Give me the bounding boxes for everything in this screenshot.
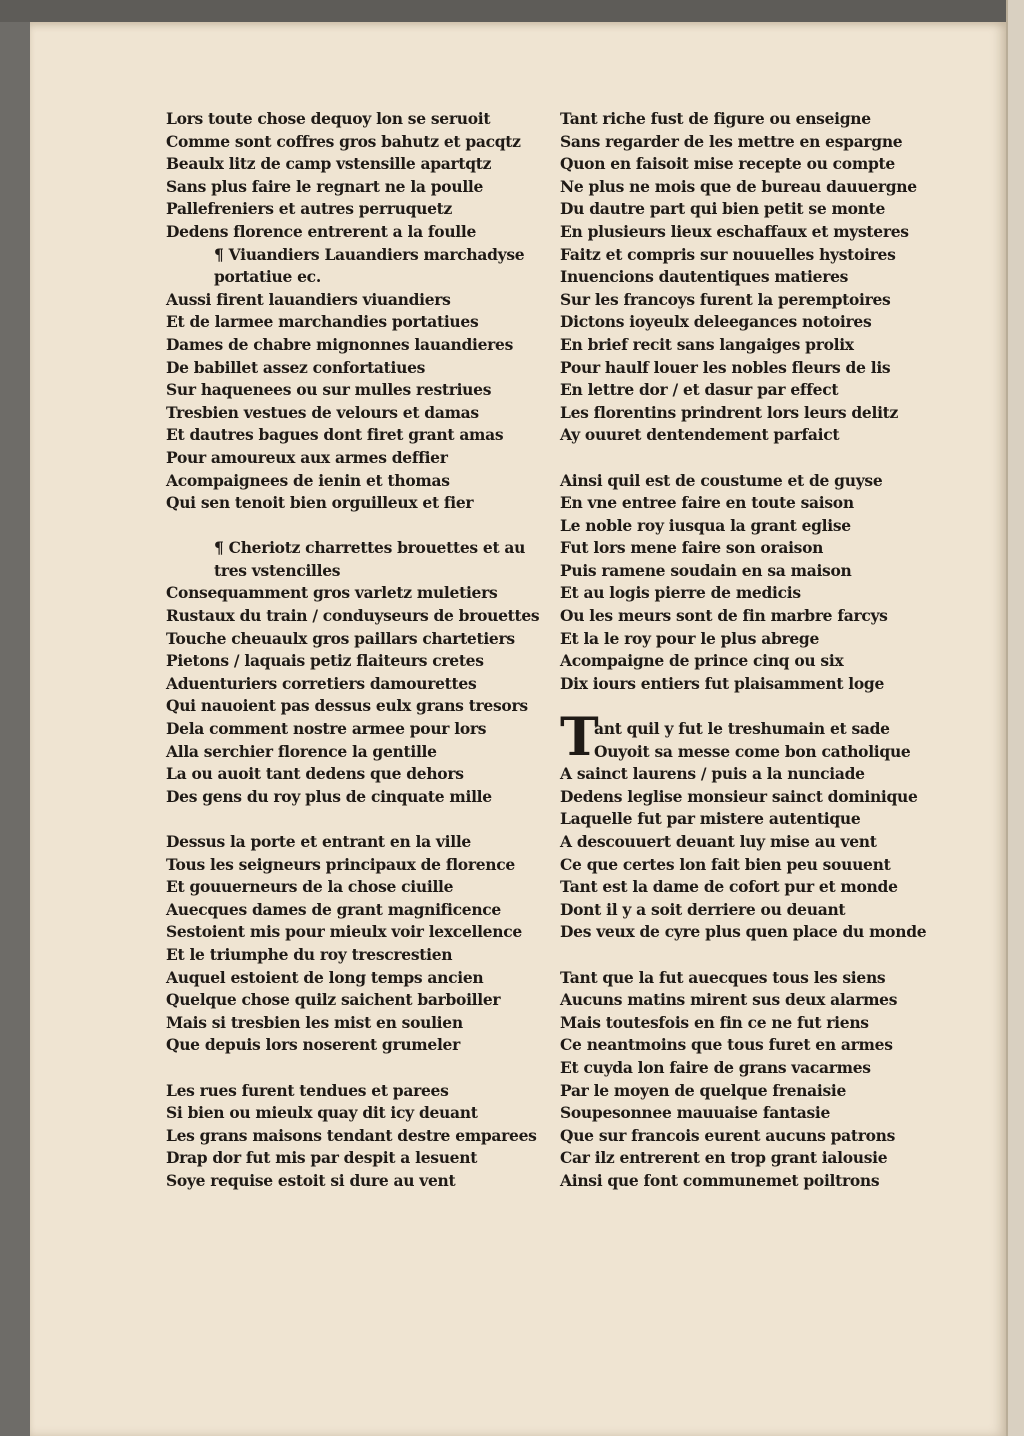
- text-line: Ce que certes lon fait bien peu souuent: [560, 854, 891, 874]
- text-line: Les grans maisons tendant destre emparees: [166, 1125, 537, 1145]
- text-line: Pietons / laquais petiz flaiteurs cretes: [166, 651, 484, 671]
- text-line: Inuencions dautentiques matieres: [560, 267, 849, 287]
- text-line: [560, 447, 960, 470]
- text-line: Dela comment nostre armee pour lors: [166, 719, 487, 739]
- text-line: En vne entree faire en toute saison: [560, 493, 854, 513]
- text-line: Ouyoit sa messe come bon catholique: [594, 741, 911, 761]
- text-line: Sans plus faire le regnart ne la poulle: [166, 176, 484, 196]
- text-line: Ne plus ne mois que de bureau dauuergne: [560, 176, 917, 196]
- text-line: ant quil y fut le treshumain et sade: [594, 719, 890, 739]
- text-line: [560, 695, 960, 718]
- text-line: Aduenturiers corretiers damourettes: [166, 673, 477, 693]
- text-line: Sans regarder de les mettre en espargne: [560, 131, 903, 151]
- text-line: Drap dor fut mis par despit a lesuent: [166, 1148, 478, 1168]
- text-line: Tous les seigneurs principaux de florence: [166, 854, 515, 874]
- text-line: La ou auoit tant dedens que dehors: [166, 764, 464, 784]
- text-line: Pallefreniers et autres perruquetz: [166, 199, 452, 219]
- text-line: Soye requise estoit si dure au vent: [166, 1170, 456, 1190]
- text-line: Ainsi quil est de coustume et de guyse: [560, 470, 883, 490]
- scan-background-top: [0, 0, 1024, 22]
- text-line: Puis ramene soudain en sa maison: [560, 560, 852, 580]
- text-line: Dedens leglise monsieur sainct dominique: [560, 786, 918, 806]
- text-line: Acompaignees de ienin et thomas: [166, 470, 450, 490]
- text-line: Lors toute chose dequoy lon se seruoit: [166, 109, 491, 128]
- text-line: Que depuis lors noserent grumeler: [166, 1035, 460, 1055]
- text-line: Laquelle fut par mistere autentique: [560, 809, 861, 829]
- text-line: En plusieurs lieux eschaffaux et mysteres: [560, 221, 909, 241]
- text-line: Que sur francois eurent aucuns patrons: [560, 1125, 896, 1145]
- text-line: Mais si tresbien les mist en soulien: [166, 1012, 463, 1032]
- text-line: Et au logis pierre de medicis: [560, 583, 801, 603]
- text-line: ¶ Cheriotz charrettes brouettes et au: [214, 538, 526, 558]
- text-line: Sestoient mis pour mieulx voir lexcellence: [166, 922, 522, 942]
- text-line: Sur les francoys furent la peremptoires: [560, 289, 891, 309]
- text-line: Et cuyda lon faire de grans vacarmes: [560, 1057, 871, 1077]
- text-line: Pour haulf louer les nobles fleurs de lis: [560, 357, 891, 377]
- text-line: Mais toutesfois en fin ce ne fut riens: [560, 1012, 869, 1032]
- text-line: Aucuns matins mirent sus deux alarmes: [560, 990, 898, 1010]
- text-line: Auecques dames de grant magnificence: [166, 899, 501, 919]
- text-line: En brief recit sans langaiges prolix: [560, 334, 854, 354]
- right-text-column: [560, 108, 960, 1193]
- text-line: Alla serchier florence la gentille: [166, 741, 437, 761]
- left-text-column: [166, 108, 566, 1193]
- text-line: Faitz et compris sur nouuelles hystoires: [560, 244, 896, 264]
- text-line: Tant riche fust de figure ou enseigne: [560, 109, 871, 128]
- text-line: Dont il y a soit derriere ou deuant: [560, 899, 846, 919]
- text-line: Du dautre part qui bien petit se monte: [560, 199, 886, 219]
- next-page-edge: [1006, 0, 1024, 1436]
- text-line: portatiue ec.: [214, 267, 321, 287]
- text-line: Et la le roy pour le plus abrege: [560, 628, 820, 648]
- text-line: Ay ouuret dentendement parfaict: [560, 425, 840, 445]
- text-line: [166, 1057, 566, 1080]
- text-line: En lettre dor / et dasur par effect: [560, 380, 839, 400]
- text-line: Acompaigne de prince cinq ou six: [560, 651, 844, 671]
- text-line: A descouuert deuant luy mise au vent: [560, 832, 877, 851]
- text-line: Beaulx litz de camp vstensille apartqtz: [166, 154, 492, 174]
- text-line: Aussi firent lauandiers viuandiers: [166, 289, 451, 309]
- text-line: [166, 515, 566, 538]
- text-line: Touche cheuaulx gros paillars chartetiers: [166, 628, 515, 648]
- text-line: Des gens du roy plus de cinquate mille: [166, 786, 492, 806]
- text-line: Les rues furent tendues et parees: [166, 1080, 449, 1100]
- text-line: Qui nauoient pas dessus eulx grans tresors: [166, 696, 528, 716]
- text-line: Quon en faisoit mise recepte ou compte: [560, 154, 895, 174]
- text-line: Et dautres bagues dont firet grant amas: [166, 425, 504, 445]
- text-line: tres vstencilles: [214, 560, 341, 580]
- text-line: Dedens florence entrerent a la foulle: [166, 221, 477, 241]
- text-line: Sur haquenees ou sur mulles restriues: [166, 380, 492, 400]
- text-line: Car ilz entrerent en trop grant ialousie: [560, 1148, 888, 1168]
- text-line: Et de larmee marchandies portatiues: [166, 312, 479, 332]
- text-line: Soupesonnee mauuaise fantasie: [560, 1103, 831, 1123]
- text-line: Dictons ioyeulx deleegances notoires: [560, 312, 872, 332]
- text-line: Et gouuerneurs de la chose ciuille: [166, 877, 454, 897]
- text-line: A sainct laurens / puis a la nunciade: [560, 764, 865, 784]
- text-line: Tresbien vestues de velours et damas: [166, 402, 479, 422]
- text-line: Ce neantmoins que tous furet en armes: [560, 1035, 893, 1055]
- text-line: ¶ Viuandiers Lauandiers marchadyse: [214, 244, 525, 264]
- text-line: Tant que la fut auecques tous les siens: [560, 967, 886, 987]
- text-line: [166, 808, 566, 831]
- text-line: Comme sont coffres gros bahutz et pacqtz: [166, 131, 521, 151]
- text-line: [560, 944, 960, 967]
- text-line: Si bien ou mieulx quay dit icy deuant: [166, 1103, 478, 1123]
- text-line: Quelque chose quilz saichent barboiller: [166, 990, 501, 1010]
- text-line: De babillet assez confortatiues: [166, 357, 426, 377]
- text-line: Ainsi que font communemet poiltrons: [560, 1170, 880, 1190]
- drop-cap-letter: T: [560, 707, 599, 769]
- text-line: Dames de chabre mignonnes lauandieres: [166, 334, 513, 354]
- text-line: Auquel estoient de long temps ancien: [166, 967, 484, 987]
- text-line: Fut lors mene faire son oraison: [560, 538, 824, 558]
- text-line: Des veux de cyre plus quen place du monde: [560, 922, 927, 942]
- text-line: Tant est la dame de cofort pur et monde: [560, 877, 898, 897]
- text-line: Rustaux du train / conduyseurs de brouettes: [166, 606, 540, 626]
- text-line: Le noble roy iusqua la grant eglise: [560, 515, 851, 535]
- text-line: Consequamment gros varletz muletiers: [166, 583, 498, 603]
- text-line: Qui sen tenoit bien orguilleux et fier: [166, 493, 474, 513]
- text-line: Les florentins prindrent lors leurs delitz: [560, 402, 899, 422]
- text-line: Ou les meurs sont de fin marbre farcys: [560, 606, 888, 626]
- text-line: Pour amoureux aux armes deffier: [166, 447, 448, 467]
- text-line: Et le triumphe du roy trescrestien: [166, 944, 453, 964]
- text-line: Dessus la porte et entrant en la ville: [166, 832, 471, 851]
- text-line: Dix iours entiers fut plaisamment loge: [560, 673, 885, 693]
- text-line: Par le moyen de quelque frenaisie: [560, 1080, 847, 1100]
